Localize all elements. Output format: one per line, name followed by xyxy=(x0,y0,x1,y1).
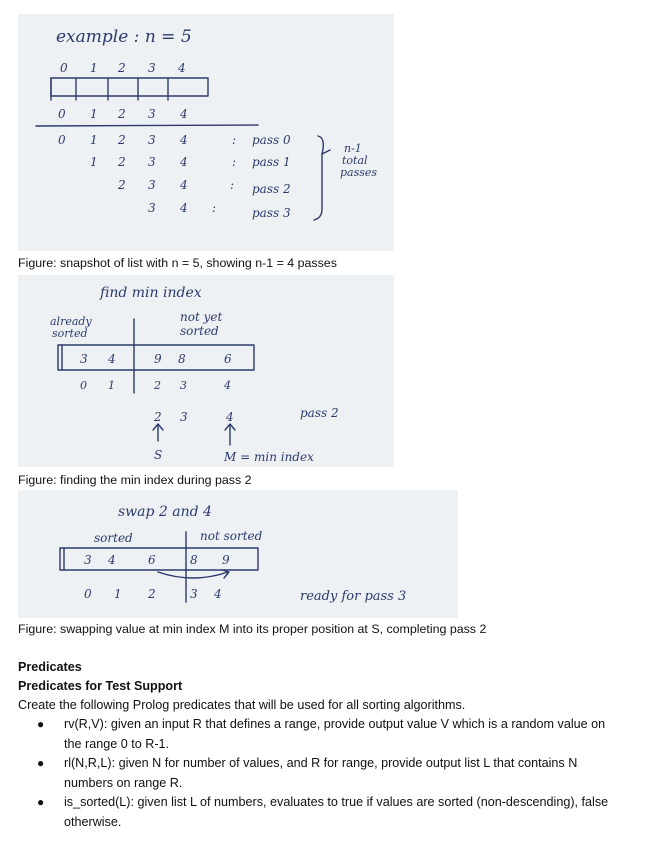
index: 1 xyxy=(90,61,98,75)
index: 4 xyxy=(178,61,186,75)
heading-test-support: Predicates for Test Support xyxy=(18,679,183,693)
predicate-list xyxy=(0,715,648,832)
index: 4 xyxy=(214,587,222,601)
bullet-icon: ● xyxy=(37,756,45,770)
figure-2-sketch xyxy=(18,275,394,467)
up-arrow-icon xyxy=(153,424,163,441)
pass-label: pass 2 xyxy=(300,406,339,420)
pointer-value: 3 xyxy=(180,410,188,424)
index: 1 xyxy=(90,107,98,121)
cell-value: 3 xyxy=(84,553,92,567)
list-boxes xyxy=(51,78,208,100)
already-sorted-label: already xyxy=(50,315,92,328)
svg-text::: : xyxy=(232,133,237,147)
svg-text:2: 2 xyxy=(118,155,126,169)
heading-predicates: Predicates xyxy=(18,660,82,674)
index: 4 xyxy=(180,107,188,121)
svg-text:pass 2: pass 2 xyxy=(252,182,291,196)
example-label: example : n = 5 xyxy=(56,27,192,47)
figure-1-caption: Figure: snapshot of list with n = 5, showing n-1 = 4 passes xyxy=(18,256,337,270)
cell-value: 6 xyxy=(148,553,156,567)
not-yet-sorted-label: sorted xyxy=(180,324,219,338)
index: 0 xyxy=(80,379,87,392)
svg-text:3: 3 xyxy=(148,133,156,147)
not-sorted-label: not sorted xyxy=(200,529,263,543)
pass-row xyxy=(148,201,291,220)
list-item: ● is_sorted(L): given list L of numbers, evaluates to true if values are sorted (non-descending), false otherwise. xyxy=(37,795,609,829)
svg-text:3: 3 xyxy=(148,178,156,192)
svg-text:1: 1 xyxy=(90,133,98,147)
bracket-note: total xyxy=(342,154,368,167)
cell-value: 3 xyxy=(80,352,88,366)
not-yet-sorted-label: not yet xyxy=(180,310,223,324)
index: 3 xyxy=(148,107,156,121)
svg-text::: : xyxy=(230,178,235,192)
list-item: ● rv(R,V): given an input R that defines a range, provide output value V which is a random value on the range 0 to R-1. xyxy=(37,717,606,751)
index: 2 xyxy=(118,107,126,121)
pass-row xyxy=(58,133,291,147)
svg-text:3: 3 xyxy=(148,155,156,169)
pointer-value: 2 xyxy=(154,410,162,424)
svg-text:pass 1: pass 1 xyxy=(252,155,291,169)
svg-text:0: 0 xyxy=(58,133,66,147)
figure-2-title: find min index xyxy=(100,285,202,301)
index: 2 xyxy=(154,379,161,392)
cell-value: 9 xyxy=(154,352,162,366)
figure-3-sketch xyxy=(18,490,458,618)
svg-text:pass 0: pass 0 xyxy=(252,133,291,147)
svg-text:3: 3 xyxy=(148,201,156,215)
index: 0 xyxy=(84,587,92,601)
index: 0 xyxy=(60,61,68,75)
svg-text:pass 3: pass 3 xyxy=(252,206,291,220)
cell-value: 4 xyxy=(108,553,116,567)
svg-text:2: 2 xyxy=(118,133,126,147)
cell-value: 9 xyxy=(222,553,230,567)
index: 3 xyxy=(148,61,156,75)
cell-value: 8 xyxy=(178,352,186,366)
bracket-note: n-1 xyxy=(344,142,362,155)
index: 3 xyxy=(190,587,198,601)
divider-line xyxy=(36,125,258,126)
figure-3-caption: Figure: swapping value at min index M into its proper position at S, completing pass 2 xyxy=(18,622,487,636)
index: 2 xyxy=(118,61,126,75)
brace xyxy=(314,136,323,220)
index: 4 xyxy=(224,379,231,392)
svg-text:4: 4 xyxy=(180,133,188,147)
pointer-value: 4 xyxy=(226,410,234,424)
pass-row xyxy=(117,178,291,196)
m-label: M = min index xyxy=(224,450,314,464)
svg-text:4: 4 xyxy=(180,155,188,169)
index: 0 xyxy=(58,107,66,121)
sorted-label: sorted xyxy=(94,531,133,545)
index: 2 xyxy=(148,587,156,601)
up-arrow-icon xyxy=(225,424,235,445)
pass-row xyxy=(90,155,291,169)
svg-text:1: 1 xyxy=(90,155,98,169)
s-label: S xyxy=(154,448,163,462)
index: 1 xyxy=(108,379,115,392)
index: 3 xyxy=(180,379,187,392)
ready-label: ready for pass 3 xyxy=(300,589,407,604)
cell-value: 8 xyxy=(190,553,198,567)
figure-2-caption: Figure: finding the min index during pass 2 xyxy=(18,473,252,487)
bracket-note: passes xyxy=(340,166,378,179)
svg-text:2: 2 xyxy=(118,178,126,192)
figure-1-sketch xyxy=(18,14,394,251)
index: 1 xyxy=(114,587,122,601)
cell-value: 4 xyxy=(108,352,116,366)
already-sorted-label: sorted xyxy=(52,327,88,340)
intro-paragraph: Create the following Prolog predicates that will be used for all sorting algorithms. xyxy=(18,698,466,712)
bullet-icon: ● xyxy=(37,717,45,731)
svg-text::: : xyxy=(212,201,217,215)
bullet-icon: ● xyxy=(37,795,45,809)
svg-text::: : xyxy=(232,155,237,169)
cell-value: 6 xyxy=(224,352,232,366)
swap-arrow-icon xyxy=(158,572,228,578)
list-item: ● rl(N,R,L): given N for number of values, and R for range, provide output list L that contains N numbers on range R. xyxy=(37,756,578,790)
figure-3-title: swap 2 and 4 xyxy=(118,504,212,520)
svg-text:4: 4 xyxy=(180,178,188,192)
svg-text:4: 4 xyxy=(180,201,188,215)
